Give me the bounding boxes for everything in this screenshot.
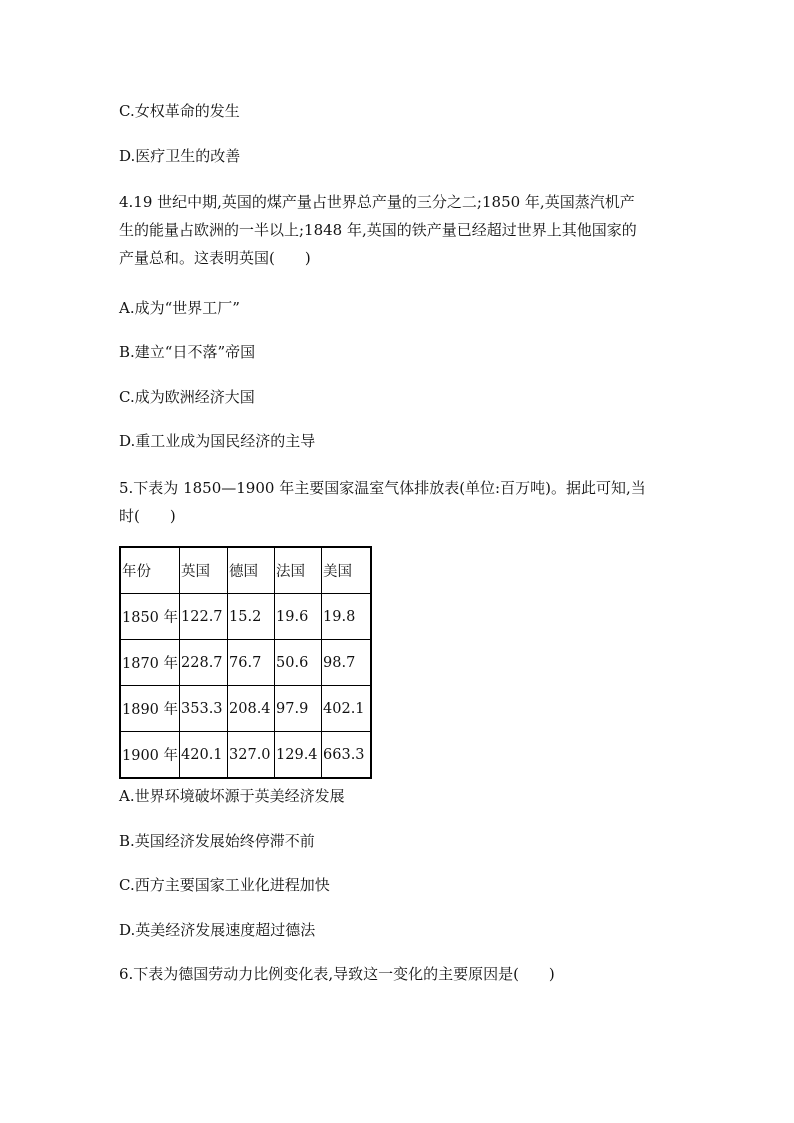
- table-cell: 76.7: [228, 640, 275, 686]
- table-cell: 402.1: [322, 686, 372, 732]
- table-cell: 663.3: [322, 732, 372, 779]
- table-cell: 98.7: [322, 640, 372, 686]
- table-cell: 50.6: [275, 640, 322, 686]
- q4-option-c: C.成为欧洲经济大国: [119, 388, 255, 406]
- table-cell: 97.9: [275, 686, 322, 732]
- table-cell: 129.4: [275, 732, 322, 779]
- q4-stem-line: 4.19 世纪中期,英国的煤产量占世界总产量的三分之二;1850 年,英国蒸汽机产: [119, 193, 635, 211]
- q3-option-d: D.医疗卫生的改善: [119, 147, 241, 165]
- table-row: [120, 686, 371, 732]
- q5-option-d: D.英美经济发展速度超过德法: [119, 921, 316, 939]
- table-header-cell: 美国: [322, 547, 372, 594]
- q4-option-b: B.建立“日不落”帝国: [119, 343, 256, 361]
- q4-option-d: D.重工业成为国民经济的主导: [119, 432, 316, 450]
- emissions-table: [119, 546, 372, 779]
- table-cell: 1900 年: [120, 732, 180, 779]
- table-cell: 19.6: [275, 594, 322, 640]
- table-cell: 1890 年: [120, 686, 180, 732]
- q5-stem-line: 时( ): [119, 507, 176, 525]
- q4-option-a: A.成为“世界工厂”: [119, 299, 240, 317]
- q4-stem-line: 产量总和。这表明英国( ): [119, 249, 311, 267]
- q5-option-c: C.西方主要国家工业化进程加快: [119, 876, 330, 894]
- q5-option-a: A.世界环境破坏源于英美经济发展: [119, 787, 345, 805]
- q5-stem: [119, 474, 679, 530]
- table-header-cell: 德国: [228, 547, 275, 594]
- table-cell: 228.7: [180, 640, 228, 686]
- table-row: [120, 732, 371, 779]
- q5-stem-line: 5.下表为 1850—1900 年主要国家温室气体排放表(单位:百万吨)。据此可知,当: [119, 479, 646, 497]
- q4-stem: [119, 188, 679, 272]
- table-header-row: [120, 547, 371, 594]
- table-header-cell: 英国: [180, 547, 228, 594]
- table-cell: 122.7: [180, 594, 228, 640]
- table-cell: 208.4: [228, 686, 275, 732]
- table-cell: 420.1: [180, 732, 228, 779]
- table-cell: 19.8: [322, 594, 372, 640]
- q5-option-b: B.英国经济发展始终停滞不前: [119, 832, 315, 850]
- table-cell: 327.0: [228, 732, 275, 779]
- table-header-cell: 法国: [275, 547, 322, 594]
- q3-option-c: C.女权革命的发生: [119, 102, 240, 120]
- table-cell: 15.2: [228, 594, 275, 640]
- q4-stem-line: 生的能量占欧洲的一半以上;1848 年,英国的铁产量已经超过世界上其他国家的: [119, 221, 637, 239]
- table-cell: 353.3: [180, 686, 228, 732]
- table-row: [120, 594, 371, 640]
- table-row: [120, 640, 371, 686]
- table-cell: 1870 年: [120, 640, 180, 686]
- table-header-cell: 年份: [120, 547, 180, 594]
- table-cell: 1850 年: [120, 594, 180, 640]
- q6-stem: 6.下表为德国劳动力比例变化表,导致这一变化的主要原因是( ): [119, 965, 555, 983]
